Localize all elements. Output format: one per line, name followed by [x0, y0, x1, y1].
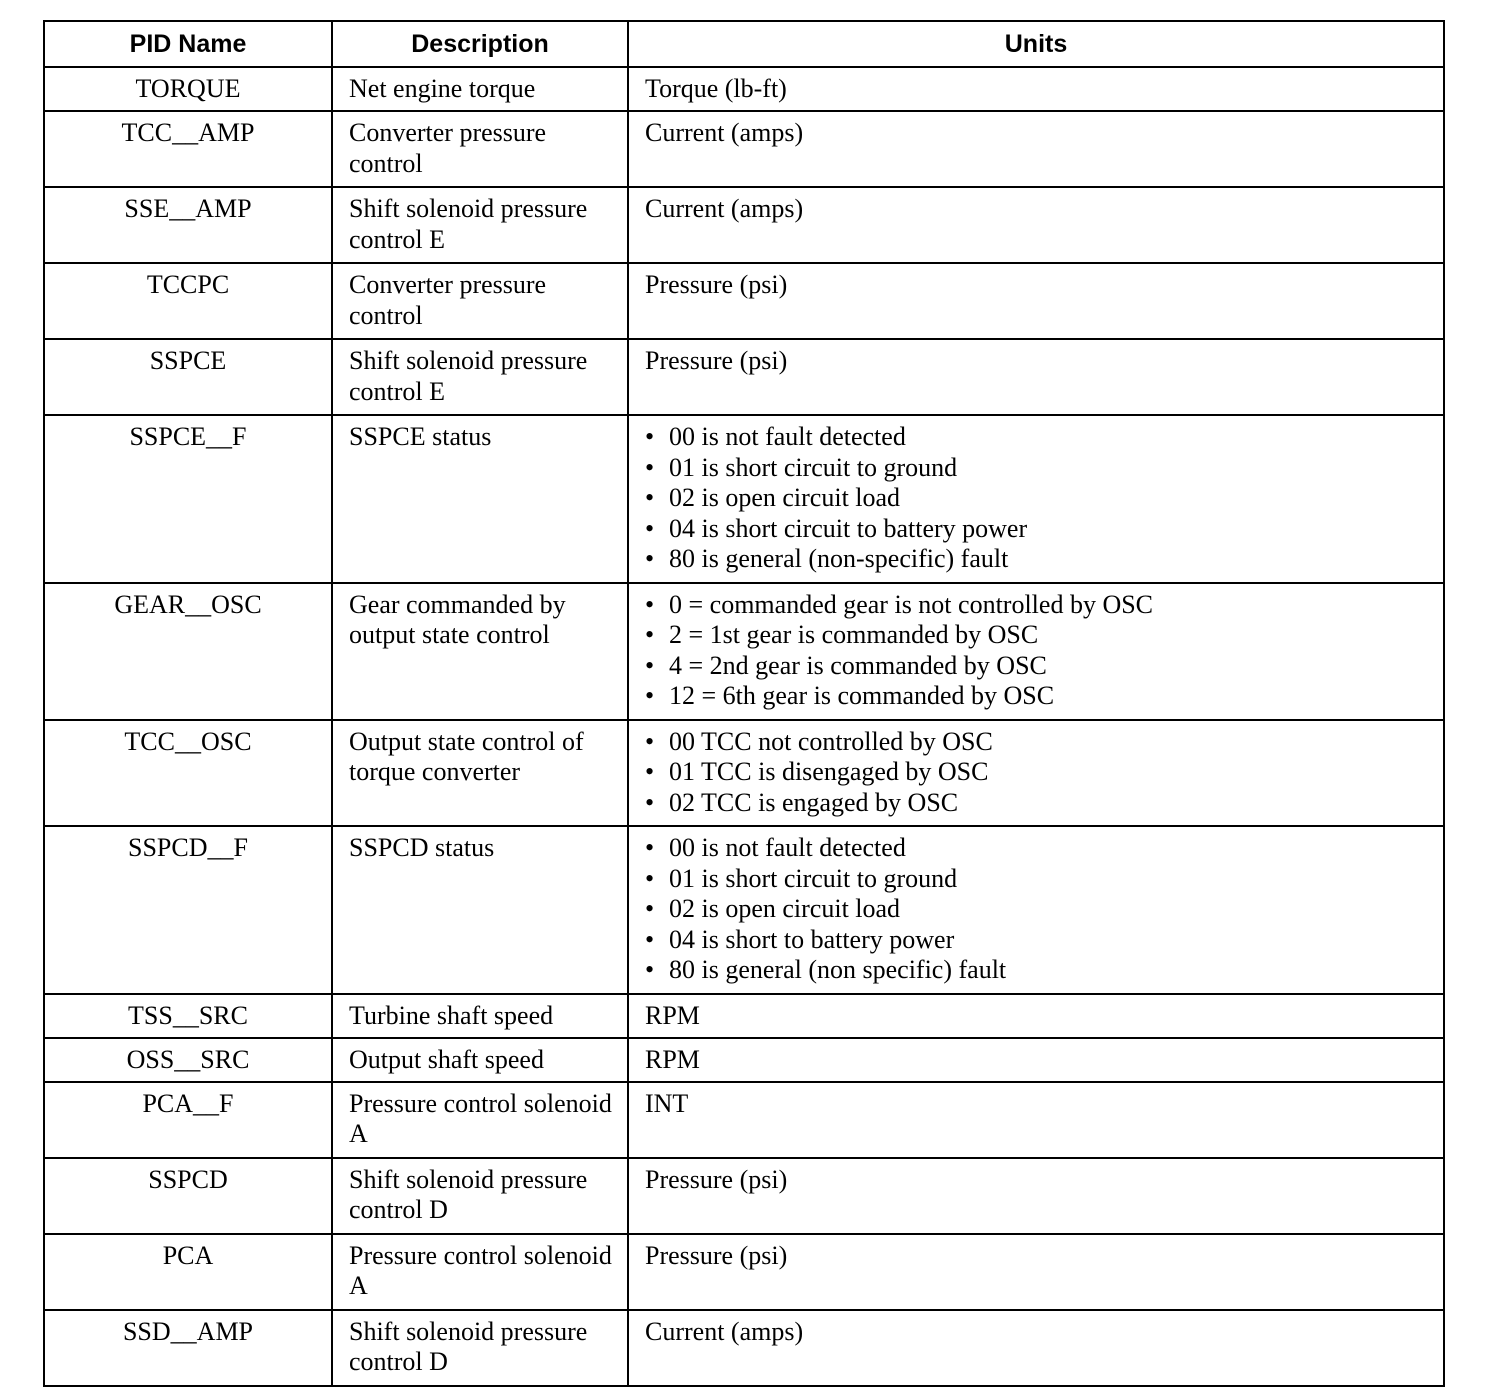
cell-description: Shift solenoid pressure control E: [332, 339, 628, 415]
cell-units: [628, 826, 1444, 994]
header-row: [44, 21, 1444, 67]
bullet-icon: •: [645, 833, 655, 862]
table-row: [44, 720, 1444, 827]
cell-description: Shift solenoid pressure control D: [332, 1310, 628, 1386]
table-row: [44, 1082, 1444, 1158]
cell-units: RPM: [628, 1038, 1444, 1082]
cell-pid-name: SSE__AMP: [44, 187, 332, 263]
bullet-icon: •: [645, 681, 655, 710]
list-item-text: 04 is short circuit to battery power: [669, 513, 1028, 543]
cell-pid-name: PCA: [44, 1234, 332, 1310]
cell-pid-name: SSPCD: [44, 1158, 332, 1234]
cell-pid-name: TORQUE: [44, 67, 332, 111]
list-item-text: 04 is short to battery power: [669, 924, 955, 954]
list-item-text: 80 is general (non-specific) fault: [669, 544, 1009, 573]
bullet-icon: •: [645, 513, 655, 543]
table-header: [44, 21, 1444, 67]
list-item: [645, 864, 1433, 895]
table-row: [44, 1038, 1444, 1082]
cell-pid-name: TCC__OSC: [44, 720, 332, 827]
table-row: [44, 415, 1444, 583]
cell-description: Gear commanded by output state control: [332, 583, 628, 720]
cell-pid-name: OSS__SRC: [44, 1038, 332, 1082]
cell-pid-name: SSPCD__F: [44, 826, 332, 994]
list-item: [645, 544, 1433, 575]
list-item-text: 02 is open circuit load: [669, 894, 901, 923]
bullet-icon: •: [645, 863, 655, 893]
list-item-text: 00 is not fault detected: [669, 833, 906, 862]
list-item-text: 01 is short circuit to ground: [669, 863, 958, 893]
cell-units: Current (amps): [628, 111, 1444, 187]
header-pid-name: PID Name: [44, 21, 332, 67]
table-row: [44, 583, 1444, 720]
pid-table: [43, 20, 1445, 1387]
table-row: [44, 67, 1444, 111]
list-item-text: 12 = 6th gear is commanded by OSC: [669, 681, 1055, 710]
list-item: [645, 757, 1433, 788]
table-row: [44, 339, 1444, 415]
cell-description: Pressure control solenoid A: [332, 1082, 628, 1158]
cell-description: Converter pressure control: [332, 263, 628, 339]
header-description: Description: [332, 21, 628, 67]
cell-pid-name: TSS__SRC: [44, 994, 332, 1038]
list-item-text: 4 = 2nd gear is commanded by OSC: [669, 650, 1047, 680]
list-item: [645, 681, 1433, 712]
bullet-icon: •: [645, 589, 655, 619]
cell-units: [628, 415, 1444, 583]
units-bullet-list: [645, 727, 1433, 819]
bullet-icon: •: [645, 544, 655, 573]
list-item: [645, 894, 1433, 925]
cell-units: INT: [628, 1082, 1444, 1158]
list-item: [645, 833, 1433, 864]
cell-units: Pressure (psi): [628, 1158, 1444, 1234]
bullet-icon: •: [645, 650, 655, 680]
cell-pid-name: PCA__F: [44, 1082, 332, 1158]
bullet-icon: •: [645, 452, 655, 482]
table-row: [44, 994, 1444, 1038]
list-item-text: 2 = 1st gear is commanded by OSC: [669, 620, 1039, 649]
table-row: [44, 111, 1444, 187]
table-row: [44, 1158, 1444, 1234]
cell-units: Pressure (psi): [628, 1234, 1444, 1310]
cell-pid-name: SSPCE: [44, 339, 332, 415]
list-item: [645, 422, 1433, 453]
cell-pid-name: GEAR__OSC: [44, 583, 332, 720]
cell-description: Shift solenoid pressure control D: [332, 1158, 628, 1234]
list-item: [645, 955, 1433, 986]
list-item-text: 80 is general (non specific) fault: [669, 955, 1007, 984]
list-item-text: 02 TCC is engaged by OSC: [669, 787, 959, 817]
cell-units: Current (amps): [628, 1310, 1444, 1386]
cell-description: Net engine torque: [332, 67, 628, 111]
list-item-text: 00 TCC not controlled by OSC: [669, 726, 993, 756]
list-item: [645, 620, 1433, 651]
list-item: [645, 651, 1433, 682]
list-item-text: 01 TCC is disengaged by OSC: [669, 757, 989, 786]
bullet-icon: •: [645, 955, 655, 984]
cell-description: Shift solenoid pressure control E: [332, 187, 628, 263]
bullet-icon: •: [645, 483, 655, 512]
list-item-text: 02 is open circuit load: [669, 483, 901, 512]
bullet-icon: •: [645, 422, 655, 451]
list-item-text: 0 = commanded gear is not controlled by OSC: [669, 589, 1154, 619]
cell-units: Torque (lb-ft): [628, 67, 1444, 111]
cell-description: Turbine shaft speed: [332, 994, 628, 1038]
units-bullet-list: [645, 833, 1433, 986]
cell-description: Output shaft speed: [332, 1038, 628, 1082]
list-item: [645, 514, 1433, 545]
cell-description: SSPCD status: [332, 826, 628, 994]
bullet-icon: •: [645, 787, 655, 817]
cell-pid-name: SSPCE__F: [44, 415, 332, 583]
cell-pid-name: TCCPC: [44, 263, 332, 339]
cell-units: [628, 720, 1444, 827]
cell-description: SSPCE status: [332, 415, 628, 583]
table-row: [44, 187, 1444, 263]
cell-units: Pressure (psi): [628, 339, 1444, 415]
list-item: [645, 590, 1433, 621]
bullet-icon: •: [645, 620, 655, 649]
list-item-text: 01 is short circuit to ground: [669, 452, 958, 482]
cell-units: Current (amps): [628, 187, 1444, 263]
units-bullet-list: [645, 422, 1433, 575]
list-item-text: 00 is not fault detected: [669, 422, 906, 451]
bullet-icon: •: [645, 894, 655, 923]
bullet-icon: •: [645, 726, 655, 756]
cell-units: [628, 583, 1444, 720]
list-item: [645, 727, 1433, 758]
list-item: [645, 483, 1433, 514]
table-row: [44, 826, 1444, 994]
list-item: [645, 925, 1433, 956]
bullet-icon: •: [645, 924, 655, 954]
cell-description: Output state control of torque converter: [332, 720, 628, 827]
cell-units: Pressure (psi): [628, 263, 1444, 339]
table-row: [44, 1310, 1444, 1386]
table-body: [44, 67, 1444, 1386]
cell-description: Pressure control solenoid A: [332, 1234, 628, 1310]
bullet-icon: •: [645, 757, 655, 786]
cell-description: Converter pressure control: [332, 111, 628, 187]
table-row: [44, 263, 1444, 339]
list-item: [645, 453, 1433, 484]
list-item: [645, 788, 1433, 819]
units-bullet-list: [645, 590, 1433, 712]
cell-pid-name: TCC__AMP: [44, 111, 332, 187]
header-units: Units: [628, 21, 1444, 67]
table-row: [44, 1234, 1444, 1310]
cell-units: RPM: [628, 994, 1444, 1038]
cell-pid-name: SSD__AMP: [44, 1310, 332, 1386]
